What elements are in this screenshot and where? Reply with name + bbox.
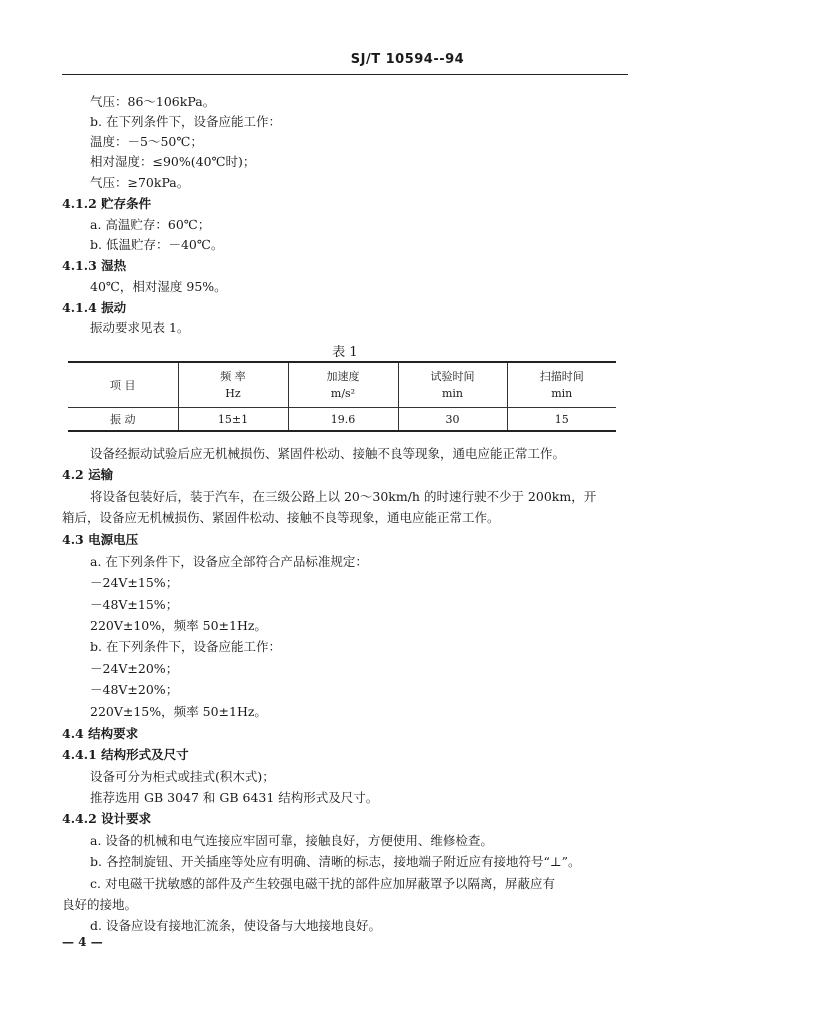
page-number: — 4 — — [62, 935, 103, 949]
table-header-cell: 试验时间 min — [398, 362, 507, 408]
text-line: 温度：－5～50℃； — [90, 134, 203, 149]
table-caption: 表 1 — [332, 345, 358, 360]
text-line: a. 在下列条件下，设备应全部符合产品标准规定： — [90, 554, 368, 569]
table-header-row — [68, 362, 616, 408]
text-line: b. 在下列条件下，设备应能工作： — [90, 114, 281, 129]
text-line: 良好的接地。 — [62, 897, 138, 912]
text-line: 40℃，相对湿度 95%。 — [90, 279, 227, 294]
text-line: d. 设备应设有接地汇流条，使设备与大地接地良好。 — [90, 918, 381, 933]
text-line: a. 设备的机械和电气连接应牢固可靠，接触良好，方便使用、维修检查。 — [90, 833, 493, 848]
text-line: 气压：≥70kPa。 — [90, 175, 190, 190]
text-line: 将设备包装好后，装于汽车，在三级公路上以 20～30km/h 的时速行驶不少于 200km，开 — [90, 489, 597, 504]
text-line: －48V±15%； — [90, 597, 179, 612]
table-cell: 30 — [398, 408, 507, 432]
text-line: a. 高温贮存：60℃； — [90, 217, 211, 232]
text-line: 220V±10%，频率 50±1Hz。 — [90, 618, 267, 633]
header-rule — [62, 74, 628, 75]
table-cell: 振 动 — [68, 408, 178, 432]
section-heading: 4.3 电源电压 — [62, 532, 139, 547]
text-line: －24V±15%； — [90, 575, 179, 590]
text-line: 箱后，设备应无机械损伤、紧固件松动、接触不良等现象，通电应能正常工作。 — [62, 510, 500, 525]
text-line: 推荐选用 GB 3047 和 GB 6431 结构形式及尺寸。 — [90, 790, 379, 805]
section-heading: 4.1.4 振动 — [62, 300, 127, 315]
vibration-table — [68, 361, 616, 432]
table-header-cell: 扫描时间 min — [507, 362, 616, 408]
section-heading: 4.1.3 湿热 — [62, 258, 127, 273]
text-line: 设备可分为柜式或挂式(积木式)； — [90, 769, 275, 784]
section-heading: 4.1.2 贮存条件 — [62, 196, 152, 211]
text-line: b. 低温贮存：－40℃。 — [90, 237, 224, 252]
text-line: b. 各控制旋钮、开关插座等处应有明确、清晰的标志，接地端子附近应有接地符号“⊥”。 — [90, 854, 581, 869]
text-line: b. 在下列条件下，设备应能工作： — [90, 639, 281, 654]
table-row — [68, 408, 616, 432]
table-cell: 19.6 — [288, 408, 398, 432]
table-cell: 15±1 — [178, 408, 288, 432]
text-line: －24V±20%； — [90, 661, 179, 676]
text-line: 220V±15%，频率 50±1Hz。 — [90, 704, 267, 719]
section-heading: 4.4 结构要求 — [62, 726, 139, 741]
table-header-cell: 项 目 — [68, 362, 178, 408]
text-line: 振动要求见表 1。 — [90, 320, 190, 335]
table-header-cell: 频 率 Hz — [178, 362, 288, 408]
table-cell: 15 — [507, 408, 616, 432]
document-header: SJ/T 10594--94 — [350, 52, 465, 67]
text-line: －48V±20%； — [90, 682, 179, 697]
section-heading: 4.2 运输 — [62, 467, 114, 482]
text-line: 相对湿度：≤90%(40℃时)； — [90, 154, 256, 169]
table-header-cell: 加速度 m/s² — [288, 362, 398, 408]
section-heading: 4.4.1 结构形式及尺寸 — [62, 747, 189, 762]
text-line: 气压：86～106kPa。 — [90, 94, 216, 109]
text-line: c. 对电磁干扰敏感的部件及产生较强电磁干扰的部件应加屏蔽罩予以隔离，屏蔽应有 — [90, 876, 555, 891]
text-line: 设备经振动试验后应无机械损伤、紧固件松动、接触不良等现象，通电应能正常工作。 — [90, 446, 566, 461]
section-heading: 4.4.2 设计要求 — [62, 811, 152, 826]
